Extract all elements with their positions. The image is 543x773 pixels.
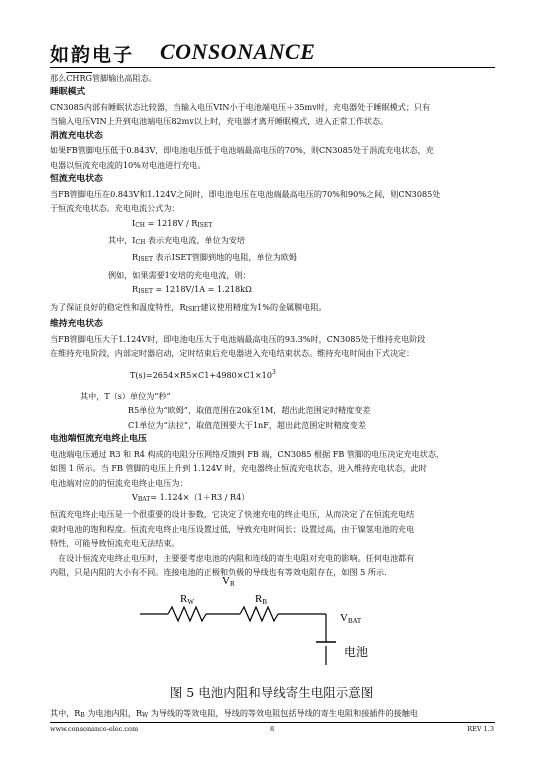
- section-heading-sleep: 睡眠模式: [50, 87, 86, 98]
- paragraph-line: 当FB管脚电压在0.843V和1.124V之间时，即电池电压在电池端最高电压的70%和90%之间，则CN3085处: [50, 188, 441, 199]
- paragraph-line: 内阻，只是内阻的大小有不同。连接电池的正极和负极的导线也有等效电阻存在，如图 5 所示.: [50, 566, 387, 577]
- resistor-rw: [168, 607, 206, 621]
- paragraph-line: 其中，RB 为电池内阻，RW 为导线的等效电阻，导线的等效电阻包括导线的寄生电阻和接插件的接触电: [50, 708, 418, 719]
- formula-where-line: RISET 表示ISET管脚到地的电阻，单位为欧姆: [132, 252, 298, 264]
- figure-caption: 图 5 电池内阻和导线寄生电阻示意图: [169, 685, 374, 700]
- revision-label: REV 1.3: [467, 725, 494, 733]
- footer-divider: [50, 722, 495, 723]
- paragraph-line: 当FB管脚电压大于1.124V时，即电池电压大于电池端最高电压的93.3%时，CN3085处于维持充电阶段: [50, 333, 426, 344]
- footer-url: www.consonance-elec.com: [50, 725, 139, 733]
- paragraph-line: 恒流充电终止电压是一个很重要的设计参数，它决定了快速充电的终止电压，从而决定了在恒流充电结: [50, 509, 415, 520]
- paragraph-line: 电池端对应的的恒流充电终止电压为：: [50, 477, 188, 488]
- label-vbat: VBAT: [340, 612, 362, 625]
- formula-where-line: 其中，ICH 表示充电电流，单位为安培: [108, 235, 246, 247]
- note-line: 为了保证良好的稳定性和温度特性，RISET建议使用精度为1%的金属膜电阻。: [50, 301, 327, 313]
- paragraph-line: 如果FB管脚电压低于0.843V，即电池电压低于电池端最高电压的70%，则CN3085处于涓流充电状态，充: [50, 145, 434, 156]
- label-rb: RB: [255, 593, 268, 606]
- paragraph-line: 于恒流充电状态。充电电流公式为：: [50, 203, 180, 214]
- charge-current-formula: ICH = 1218V / RISET: [132, 217, 213, 229]
- section-heading-constant-current: 恒流充电状态: [50, 174, 103, 185]
- section-heading-trickle: 涓流充电状态: [50, 130, 103, 141]
- label-vr: VR: [222, 575, 235, 588]
- header-divider: [50, 67, 495, 68]
- formula-where-line: 其中，T（s）单位为“秒”: [80, 390, 171, 401]
- battery-resistance-circuit-diagram: [140, 570, 400, 680]
- vbat-formula: VBAT= 1.124×（1＋R3 / R4）: [132, 491, 250, 503]
- example-line: 例如，如果需要1安培的充电电流，则：: [108, 269, 251, 280]
- paragraph-line: 在设计恒流充电终止电压时，主要要考虑电池的内阻和连线的寄生电阻对充电的影响。任何电池都有: [50, 552, 415, 563]
- paragraph-line: CN3085内部有睡眠状态比较器，当输入电压VIN小于电池端电压＋35mv时，充电器处于睡眠模式；只有: [50, 102, 431, 112]
- chrg-pin: CHRG: [66, 73, 93, 83]
- section-heading-maintenance: 维持充电状态: [50, 319, 103, 330]
- paragraph-line: 如图 1 所示。当 FB 管脚的电压上升到 1.124V 时，充电器终止恒流充电状态，进入维持充电状态，此时: [50, 463, 427, 474]
- resistor-rb: [240, 607, 278, 621]
- page-number: 8: [270, 725, 275, 733]
- paragraph-line: 在维持充电阶段，内部定时器启动，定时结束后充电器进入充电结束状态。维持充电时间由下式决定：: [50, 348, 415, 359]
- paragraph-line: 特性，可能导致恒流充电无法结束。: [50, 538, 180, 549]
- timer-formula: $T(s)=2654\times R5\times C1+4980\times C1\times 10^3$: [130, 369, 276, 381]
- company-logo-chinese: 如韵电子: [50, 44, 135, 66]
- section-heading-termination-voltage: 电池端恒流充电终止电压: [50, 434, 147, 445]
- label-rw: RW: [180, 593, 194, 606]
- riset-formula: RISET = 1218V/1A = 1.218kΩ: [132, 284, 252, 296]
- paragraph-line: 当输入电压VIN上升到电池端电压82mv以上时，充电器才离开睡眠模式，进入正常工作状态。: [50, 116, 389, 127]
- paragraph-line: 束时电池的饱和程度。恒流充电终止电压设置过低，导致充电时间长；设置过高，由于镍氢电池的充电: [50, 523, 415, 534]
- label-battery: 电池: [344, 645, 369, 659]
- formula-where-line: R5单位为“欧姆”，取值范围在20k至1M，超出此范围定时精度变差: [128, 405, 371, 416]
- formula-where-line: C1单位为“法拉”，取值范围要大于1nF，超出此范围定时精度变差: [128, 419, 366, 430]
- document-body: [50, 71, 494, 579]
- intro-line: 那么CHRG管脚输出高阻态。: [50, 73, 157, 83]
- paragraph-line: 电器以恒流充电流的10%对电池进行充电。: [50, 159, 206, 170]
- company-logo-english: CONSONANCE: [160, 39, 316, 64]
- page-header: [50, 36, 495, 68]
- paragraph-line: 电池端电压通过 R3 和 R4 构成的电阻分压网络反馈到 FB 端，CN3085 根据 FB 管脚的电压决定充电状态，: [50, 448, 445, 459]
